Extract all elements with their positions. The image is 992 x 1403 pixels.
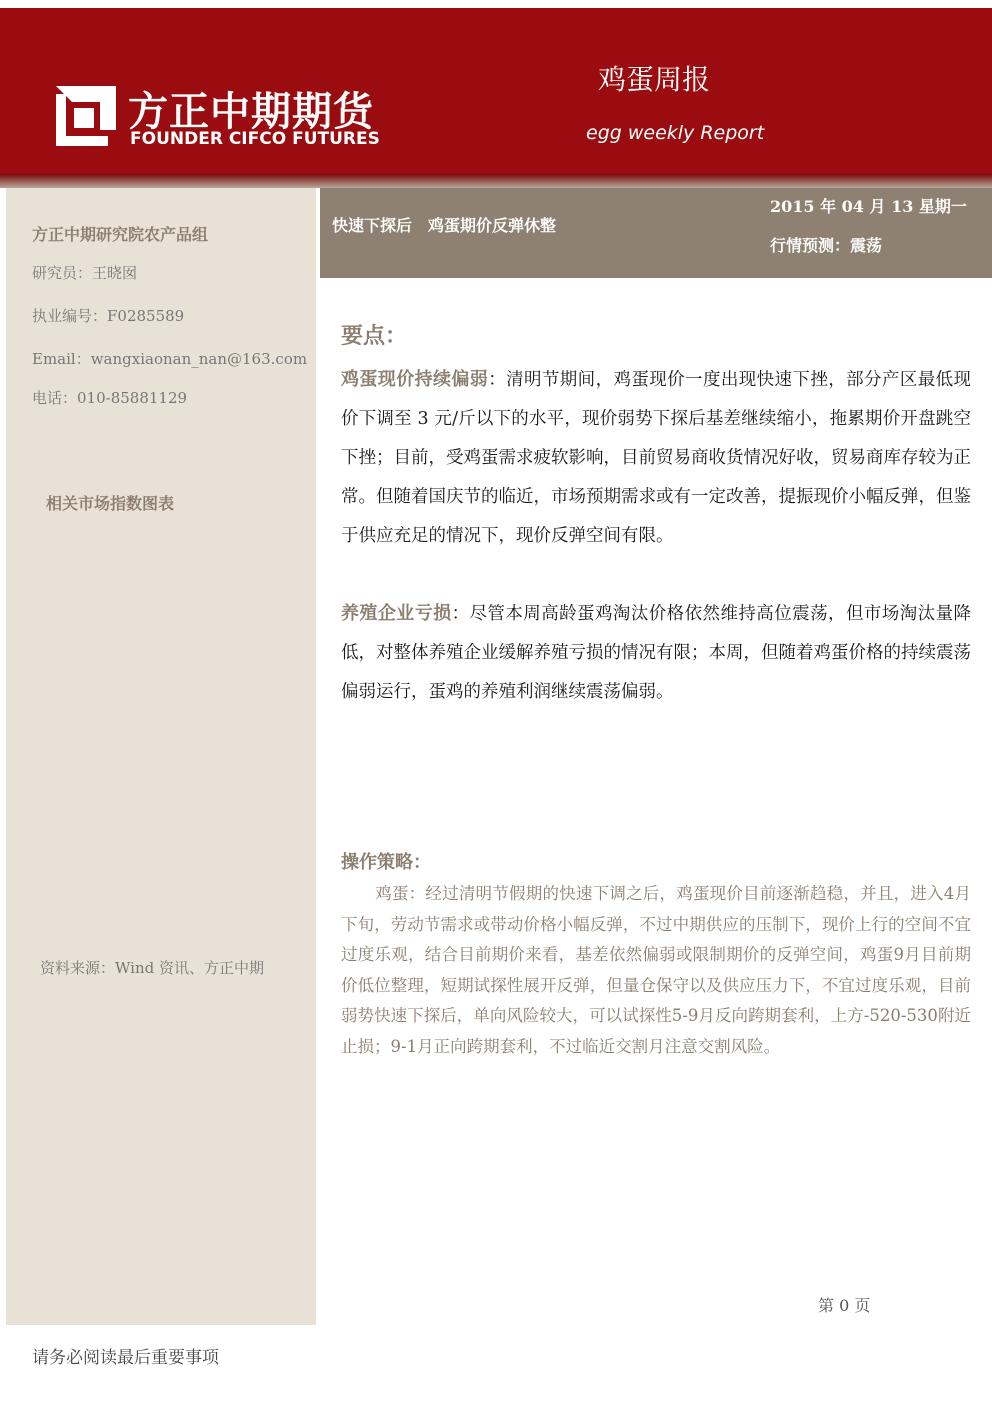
paragraph-breeding-loss	[341, 594, 971, 712]
headline-text: 快速下探后 鸡蛋期价反弹休整	[332, 216, 557, 235]
sidebar-license: 执业编号：F0285589	[32, 307, 185, 325]
sidebar-email: Email：wangxiaonan_nan@163.com	[32, 350, 308, 368]
founder-logo-icon	[56, 86, 116, 146]
paragraph-spot-price	[341, 360, 971, 556]
sidebar-source: 资料来源：Wind 资讯、方正中期	[40, 959, 264, 977]
sidebar-chart-heading: 相关市场指数图表	[46, 494, 175, 513]
market-forecast: 行情预测：震荡	[770, 236, 883, 255]
paragraph-body: ：清明节期间，鸡蛋现价一度出现快速下挫，部分产区最低现价下调至 3 元/斤以下的水平，现价弱势下探后基差继续缩小，拖累期价开盘跳空下挫；目前，受鸡蛋需求疲软影响，目前贸易商收货情况好收，贸易商库存较为正常。但随着国庆节的临近，市场预期需求或有一定改善，提振现价小幅反弹，但鉴于供应充足的情况下，现价反弹空间有限。	[341, 370, 972, 546]
report-subtitle: egg weekly Report	[586, 122, 765, 144]
sidebar-phone: 电话：010-85881129	[32, 389, 188, 407]
logo-chinese-name: 方正中期期货	[128, 89, 374, 135]
logo-english-name: FOUNDER CIFCO FUTURES	[130, 129, 380, 149]
report-title: 鸡蛋周报	[598, 63, 711, 96]
paragraph-keyword: 养殖企业亏损	[341, 603, 452, 624]
key-points-title: 要点：	[341, 324, 408, 349]
strategy-body	[341, 879, 971, 1062]
strategy-title: 操作策略：	[341, 852, 431, 873]
sidebar-researcher: 研究员：王晓囡	[32, 264, 138, 282]
strategy-text: 鸡蛋：经过清明节假期的快速下调之后，鸡蛋现价目前逐渐趋稳，并且，进入4月下旬，劳动节需求或带动价格小幅反弹，不过中期供应的压制下，现价上行的空间不宜过度乐观，结合目前期价来看，基差依然偏弱或限制期价的反弹空间，鸡蛋9月目前期价低位整理，短期试探性展开反弹，但量仓保守以及供应压力下，不宜过度乐观，目前弱势快速下探后，单向风险较大，可以试探性5-9月反向跨期套利，上方-520-530附近止损；9-1月正向跨期套利，不过临近交割月注意交割风险。	[341, 884, 971, 1056]
report-date: 2015 年 04 月 13 星期一	[770, 197, 967, 216]
page-number: 第 0 页	[818, 1296, 871, 1315]
paragraph-body: ：尽管本周高龄蛋鸡淘汰价格依然维持高位震荡，但市场淘汰量降低，对整体养殖企业缓解养殖亏损的情况有限；本周，但随着鸡蛋价格的持续震荡偏弱运行，蛋鸡的养殖利润继续震荡偏弱。	[341, 604, 972, 702]
header-divider	[0, 174, 992, 188]
paragraph-keyword: 鸡蛋现价持续偏弱	[341, 369, 489, 390]
footer-disclaimer-note: 请务必阅读最后重要事项	[32, 1348, 219, 1368]
sidebar-org: 方正中期研究院农产品组	[32, 225, 209, 244]
